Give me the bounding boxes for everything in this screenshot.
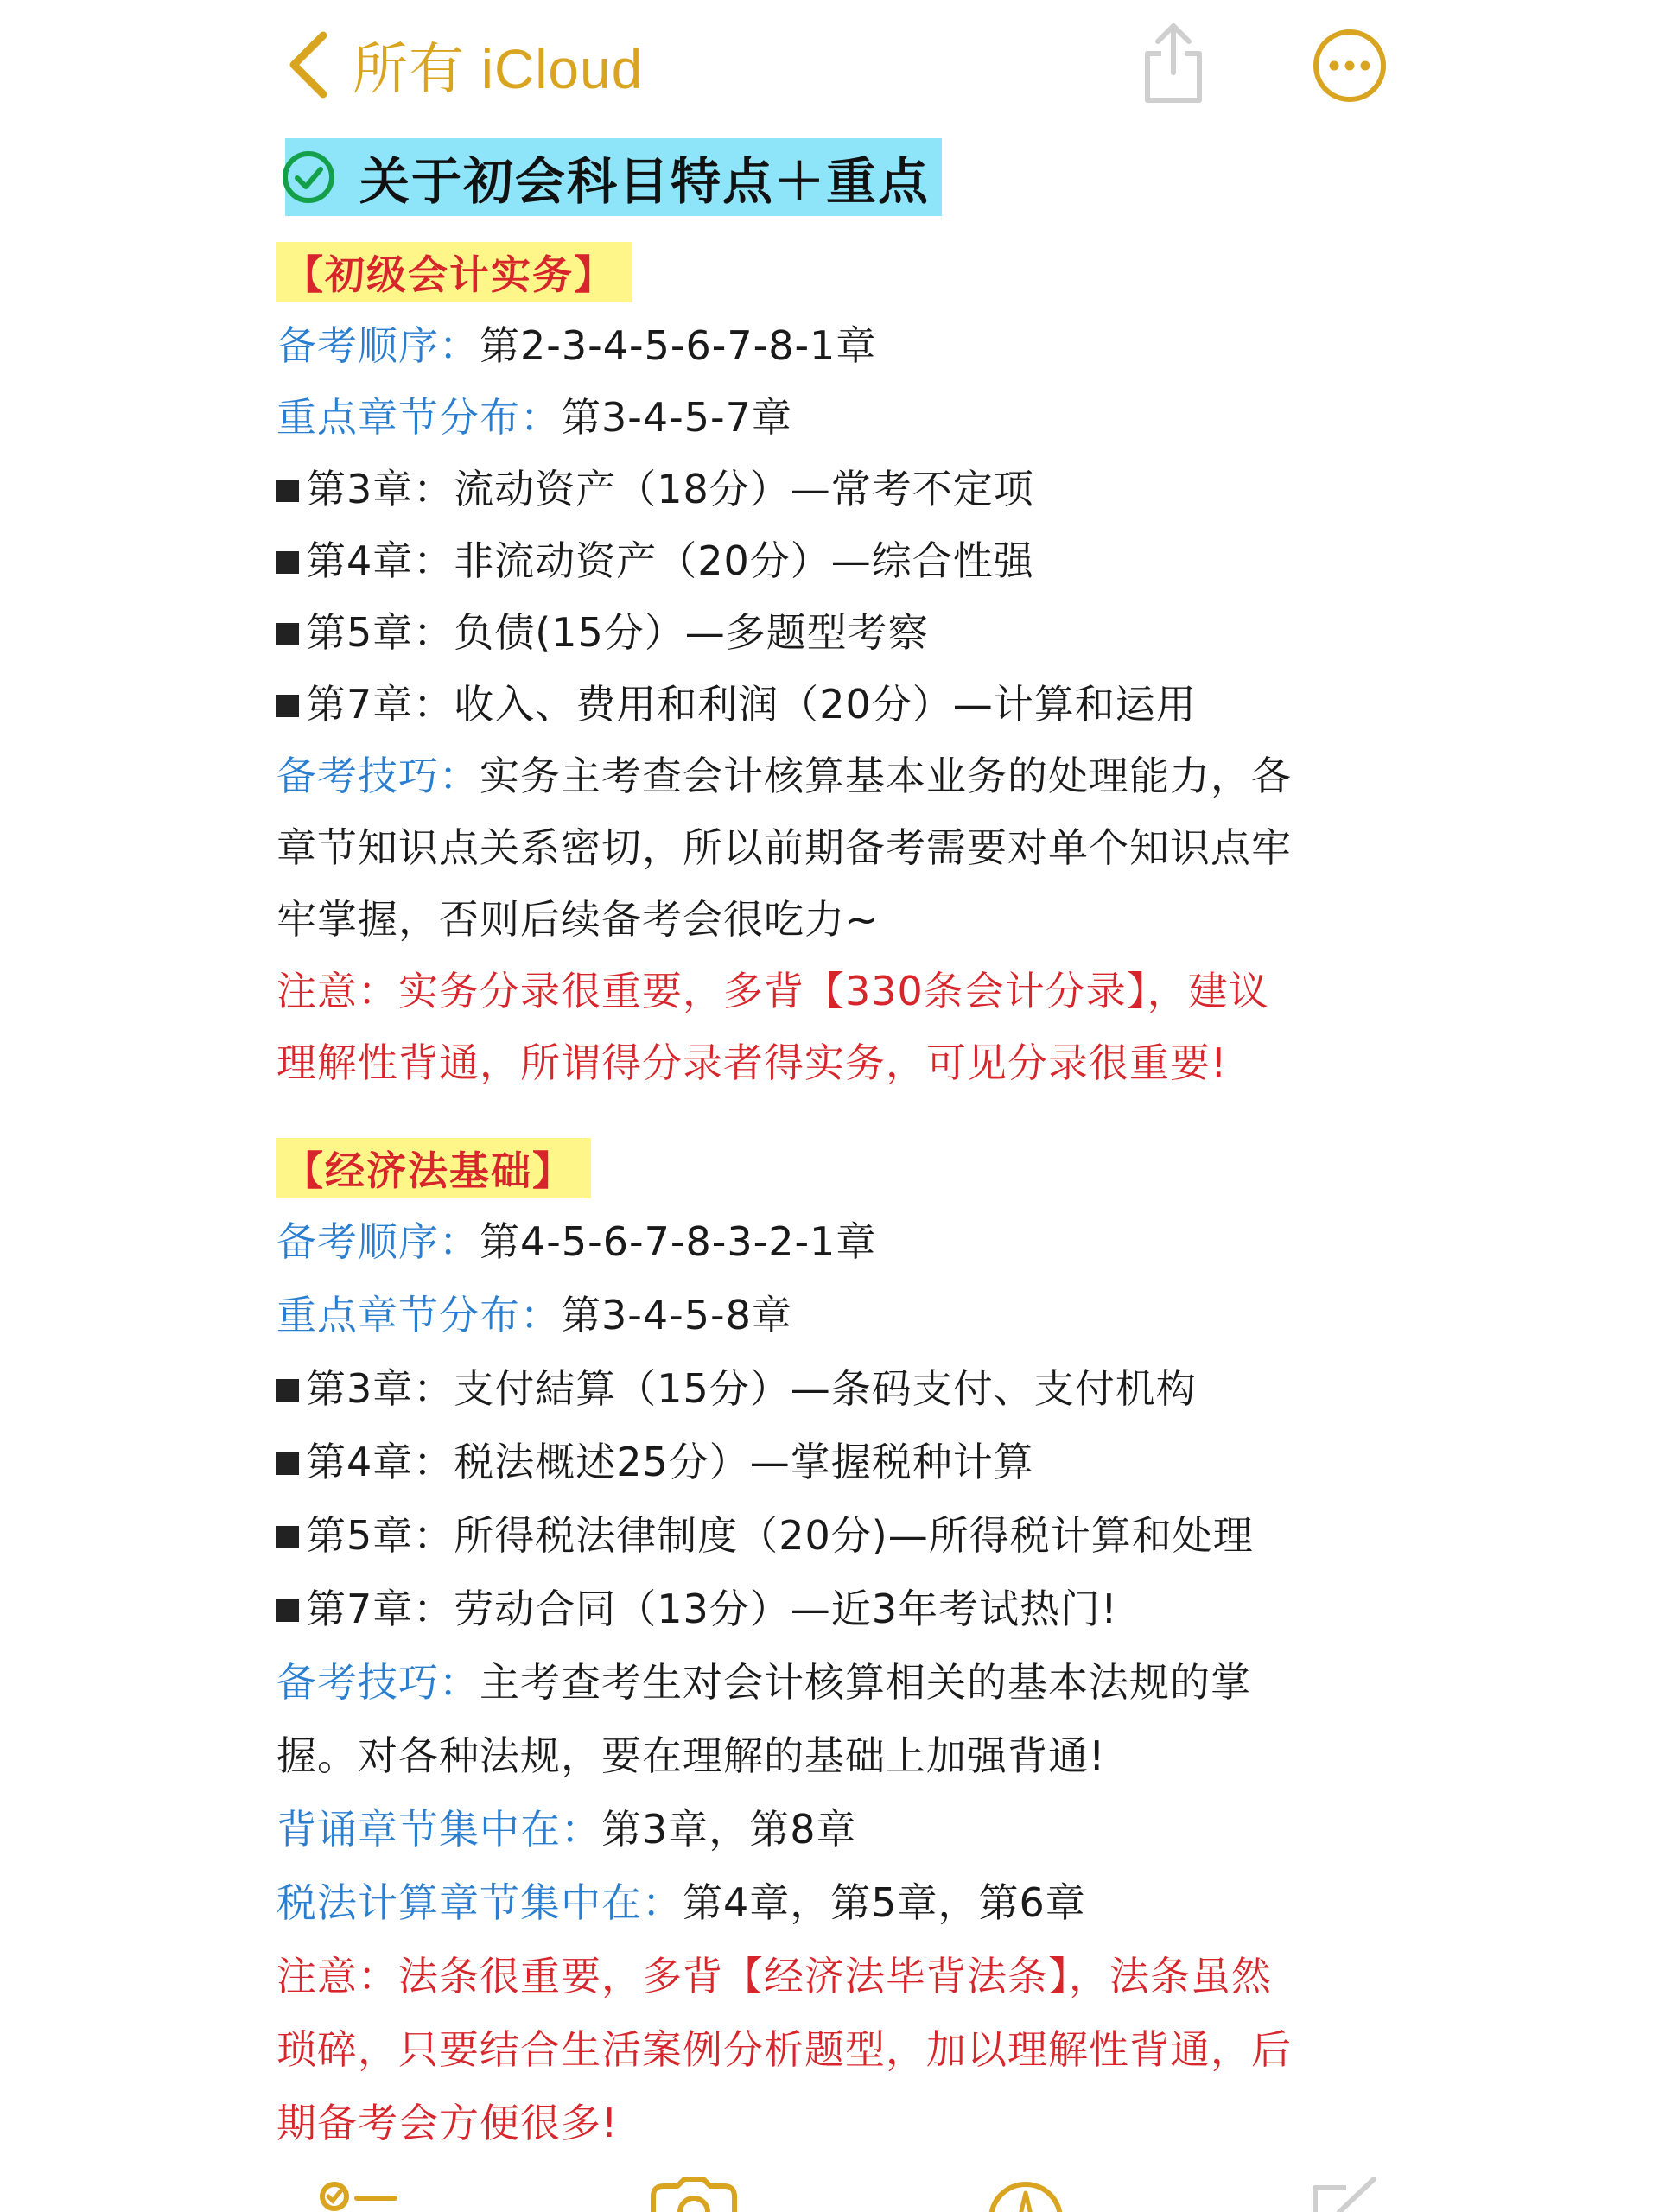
square-bullet-icon	[276, 1452, 299, 1475]
tips-line: 章节知识点关系密切，所以前期备考需要对单个知识点牢	[276, 824, 1292, 871]
note-title	[285, 138, 942, 216]
tips-line: 牢掌握，否则后续备考会很吃力~	[276, 896, 880, 943]
chapter-item: 第3章：流动资产（18分）—常考不定项	[276, 453, 1034, 525]
back-button[interactable]	[285, 26, 643, 104]
attention-line: 理解性背通，所谓得分录者得实务，可见分录很重要!	[276, 1039, 1228, 1086]
chapter-item: 第5章：负债(15分）—多题型考察	[276, 596, 929, 669]
check-circle-icon	[282, 150, 335, 204]
square-bullet-icon	[276, 695, 299, 717]
square-bullet-icon	[276, 1599, 299, 1622]
ellipsis-circle-icon[interactable]	[1312, 28, 1388, 104]
compose-icon[interactable]	[1306, 2177, 1384, 2212]
chapter-item: 第3章：支付結算（15分）—条码支付、支付机构	[276, 1352, 1197, 1425]
study-order-line: 备考顺序：第2-3-4-5-6-7-8-1章	[276, 322, 877, 369]
section-heading-economic-law	[276, 1138, 591, 1198]
attention-line: 注意：法条很重要，多背【经济法毕背法条】，法条虽然	[276, 1953, 1272, 1999]
section-heading-accounting	[276, 242, 632, 302]
bottom-toolbar	[0, 2177, 1659, 2212]
square-bullet-icon	[276, 551, 299, 574]
attention-line: 琐碎，只要结合生活案例分析题型，加以理解性背通，后	[276, 2026, 1292, 2073]
chevron-left-icon	[285, 30, 334, 99]
section-heading-text: 【经济法基础】	[283, 1147, 574, 1194]
chapter-item: 第7章：收入、费用和利润（20分）—计算和运用	[276, 668, 1197, 741]
tips-line: 备考技巧：实务主考查会计核算基本业务的处理能力，各	[276, 753, 1292, 799]
square-bullet-icon	[276, 623, 299, 645]
note-title-text: 关于初会科目特点＋重点	[359, 152, 931, 211]
recite-chapters-line: 背诵章节集中在：第3章，第8章	[276, 1806, 857, 1853]
chapter-item: 第4章：税法概述25分）—掌握税种计算	[276, 1426, 1034, 1498]
square-bullet-icon	[276, 1526, 299, 1548]
tips-line: 握。对各种法规，要在理解的基础上加强背通!	[276, 1732, 1106, 1779]
square-bullet-icon	[276, 480, 299, 502]
tips-line: 备考技巧：主考查考生对会计核算相关的基本法规的掌	[276, 1659, 1251, 1706]
key-chapters-line: 重点章节分布：第3-4-5-7章	[276, 394, 792, 441]
attention-line: 期备考会方便很多!	[276, 2100, 619, 2146]
tax-chapters-line: 税法计算章节集中在：第4章，第5章，第6章	[276, 1879, 1086, 1926]
chapter-item: 第5章：所得税法律制度（20分)—所得税计算和处理	[276, 1499, 1254, 1572]
back-button-label: 所有 iCloud	[353, 38, 644, 100]
share-icon[interactable]	[1139, 19, 1208, 105]
attention-line: 注意：实务分录很重要，多背【330条会计分录】，建议	[276, 968, 1269, 1014]
square-bullet-icon	[276, 1379, 299, 1402]
section-heading-text: 【初级会计实务】	[283, 251, 615, 298]
chapter-item: 第7章：劳动合同（13分）—近3年考试热门!	[276, 1573, 1118, 1645]
chapter-item: 第4章：非流动资产（20分）—综合性强	[276, 524, 1034, 597]
camera-icon[interactable]	[646, 2177, 741, 2212]
study-order-line: 备考顺序：第4-5-6-7-8-3-2-1章	[276, 1218, 877, 1265]
checklist-icon[interactable]	[315, 2177, 402, 2212]
markup-pen-icon[interactable]	[987, 2177, 1065, 2212]
key-chapters-line: 重点章节分布：第3-4-5-8章	[276, 1292, 792, 1338]
nav-bar	[0, 0, 1659, 130]
